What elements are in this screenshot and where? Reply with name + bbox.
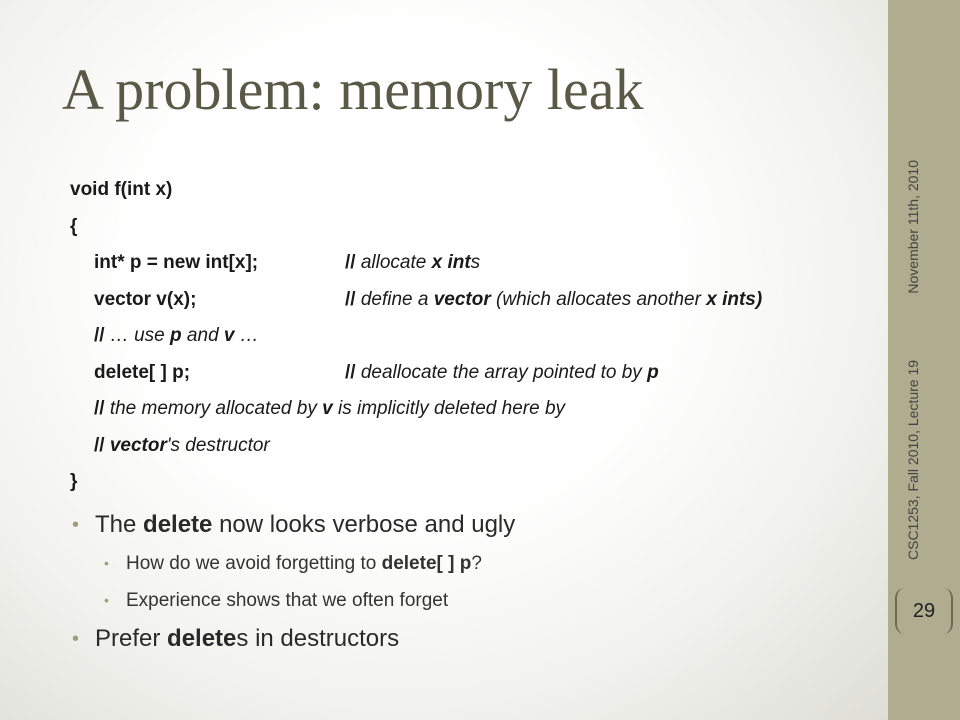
page-number-box (895, 588, 953, 634)
bullet-list (70, 505, 870, 659)
code-block (70, 172, 890, 501)
bullet-delete-verbose: • The delete now looks verbose and ugly (70, 505, 870, 545)
bullet-prefer-destructors: • Prefer deletes in destructors (70, 619, 870, 659)
code-line-open-brace: { (70, 215, 78, 237)
footer-course: CSC1253, Fall 2010, Lecture 19 (905, 359, 921, 560)
bullet-icon: • (72, 628, 80, 650)
code-line-close-brace: } (70, 471, 78, 492)
bullet-icon: • (104, 592, 109, 608)
page-number: 29 (912, 599, 936, 622)
code-comment: // deallocate the array pointed to by p (345, 361, 659, 383)
code-line-allocate: int* p = new int[x]; // allocate x ints (70, 245, 890, 282)
code-comment: // define a vector (which allocates another x ints) (345, 288, 763, 310)
code-line-comment-destructor: // vector's destructor (94, 434, 270, 456)
slide-title: A problem: memory leak (62, 57, 644, 122)
code-line-comment-memory: // the memory allocated by v is implicitly deleted here by (94, 398, 566, 419)
sub-bullet-experience: • Experience shows that we often forget (70, 582, 870, 619)
code-line-delete: delete[ ] p; // deallocate the array pointed to by p (70, 355, 890, 392)
code-comment: // allocate x ints (345, 252, 481, 273)
code-line-signature: void f(int x) (70, 179, 173, 200)
bullet-icon: • (104, 555, 109, 571)
vertical-footer (905, 160, 925, 560)
code-line-use: // … use p and v … (94, 325, 259, 346)
bullet-icon: • (72, 514, 80, 536)
sub-bullet-avoid-forgetting: • How do we avoid forgetting to delete[ ] p? (70, 545, 870, 582)
code-line-vector: vector v(x); // define a vector (which allocates another x ints) (70, 282, 890, 319)
footer-date: November 11th, 2010 (905, 160, 921, 294)
